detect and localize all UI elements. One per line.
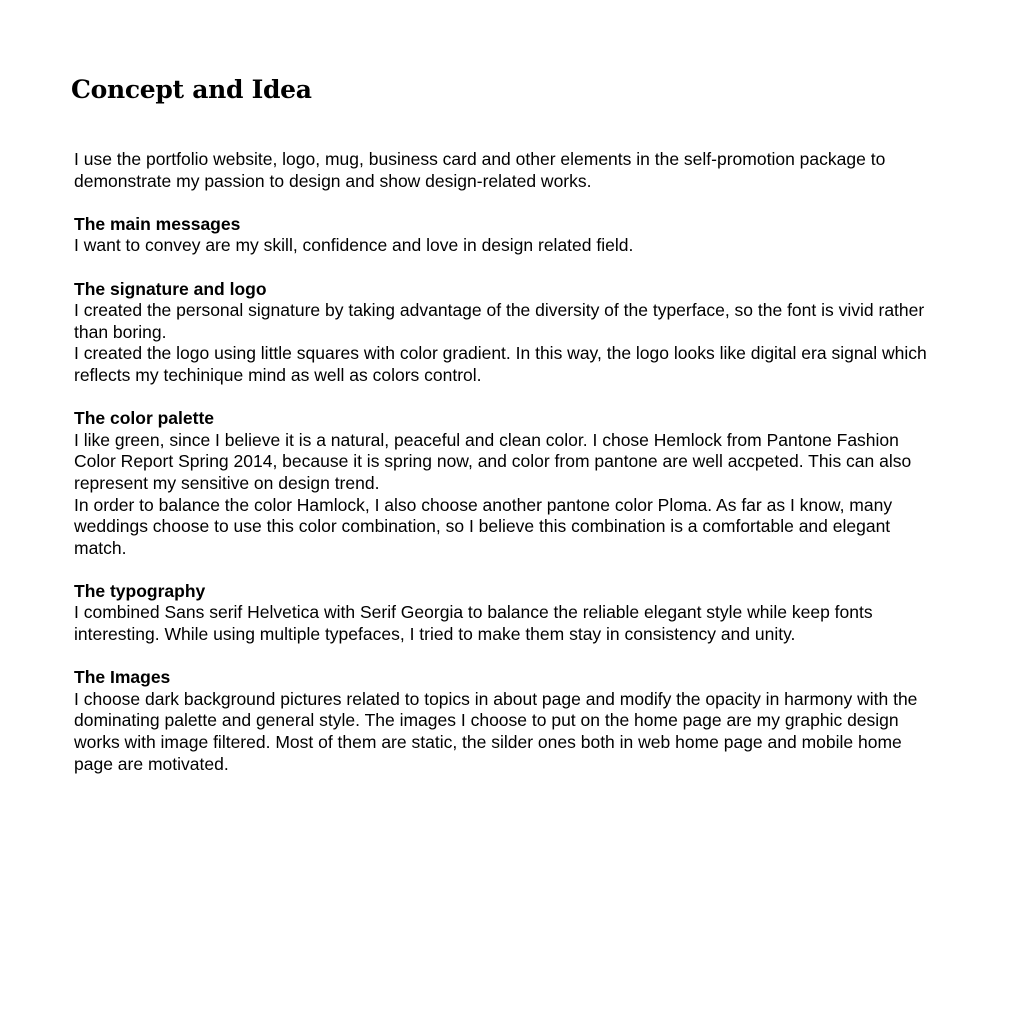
section-typography: [74, 581, 934, 646]
section-paragraph: I choose dark background pictures related to topics in about page and modify the opacity in harmony with the dominating palette and general style. The images I choose to put on the home page are my graphic design works with image filtered. Most of them are static, the silder ones both in web home page and mobile home page are motivated.: [74, 688, 918, 774]
section-images: [74, 667, 934, 775]
section-paragraph: I like green, since I believe it is a natural, peaceful and clean color. I chose Hemlock from Pantone Fashion Color Report Spring 2014, because it is spring now, and color from pantone are well accpeted. This can also represent my sensitive on design trend.: [74, 429, 912, 493]
section-signature-and-logo: [74, 279, 934, 387]
page-title: Concept and Idea: [71, 75, 312, 104]
section-heading: The main messages: [74, 213, 241, 234]
section-paragraph: In order to balance the color Hamlock, I also choose another pantone color Ploma. As far as I know, many weddings choose to use this color combination, so I believe this combination is a comfortable and elegant match.: [74, 494, 893, 558]
intro-block: [74, 149, 934, 192]
section-heading: The color palette: [74, 408, 215, 429]
section-color-palette: [74, 408, 934, 559]
intro-paragraph: I use the portfolio website, logo, mug, business card and other elements in the self-promotion package to demonstrate my passion to design and show design-related works.: [74, 149, 886, 191]
section-paragraph: I combined Sans serif Helvetica with Serif Georgia to balance the reliable elegant style while keep fonts interesting. While using multiple typefaces, I tried to make them stay in consistency and unity.: [74, 602, 873, 645]
document-body: [74, 149, 934, 775]
section-heading: The Images: [74, 667, 171, 688]
section-main-messages: [74, 214, 934, 257]
section-heading: The signature and logo: [74, 278, 267, 299]
section-paragraph: I created the logo using little squares with color gradient. In this way, the logo looks like digital era signal which reflects my techinique mind as well as colors control.: [74, 343, 927, 385]
section-paragraph: I created the personal signature by taking advantage of the diversity of the typerface, so the font is vivid rather than boring.: [74, 300, 925, 342]
section-paragraph: I want to convey are my skill, confidence and love in design related field.: [74, 235, 634, 256]
section-heading: The typography: [74, 580, 206, 601]
